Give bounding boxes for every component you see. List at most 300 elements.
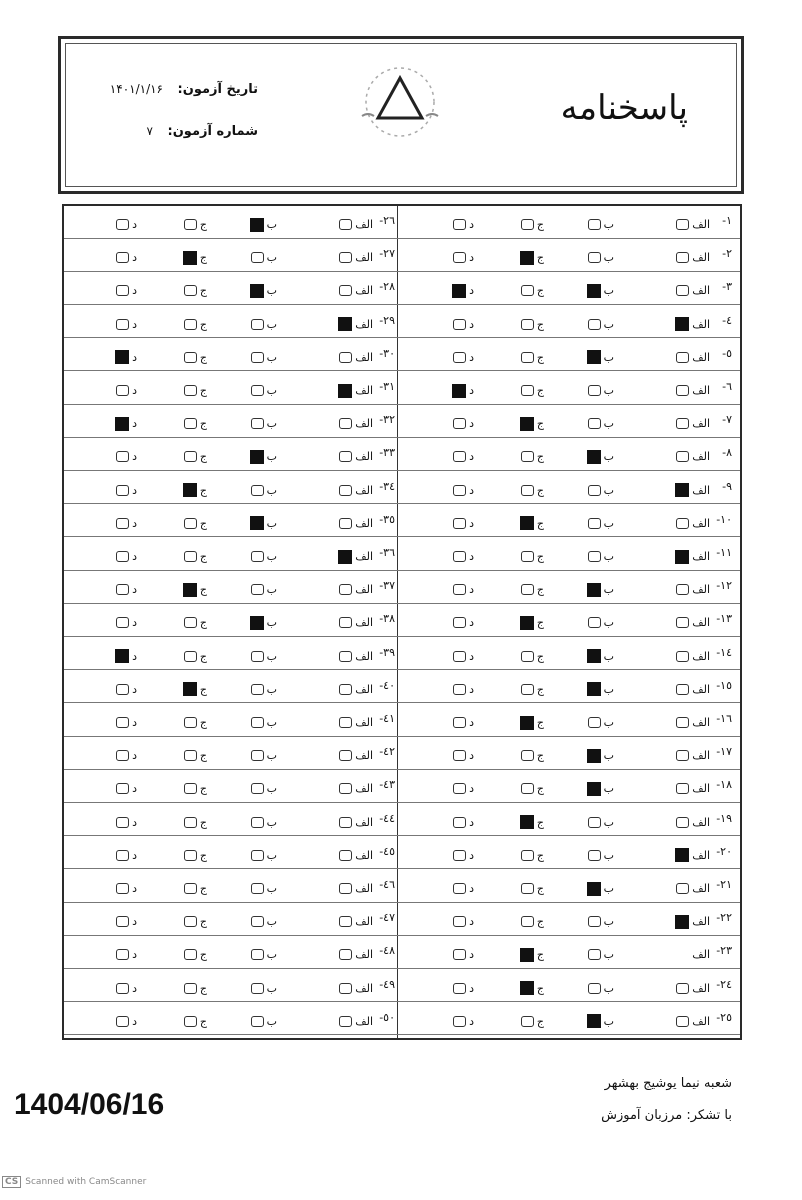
empty-answer-box[interactable] — [588, 219, 601, 230]
filled-answer-box[interactable] — [675, 848, 689, 862]
option-dal[interactable] — [453, 413, 474, 431]
filled-answer-box[interactable] — [250, 516, 264, 530]
option-be[interactable] — [587, 778, 614, 796]
option-jim[interactable] — [521, 778, 544, 796]
empty-answer-box[interactable] — [184, 518, 197, 529]
option-jim[interactable] — [521, 280, 544, 298]
option-be[interactable] — [251, 911, 277, 929]
option-alef[interactable] — [339, 612, 373, 630]
option-jim[interactable] — [183, 579, 207, 597]
empty-answer-box[interactable] — [116, 518, 129, 529]
empty-answer-box[interactable] — [251, 551, 264, 562]
option-dal[interactable] — [453, 347, 474, 364]
empty-answer-box[interactable] — [116, 285, 129, 296]
empty-answer-box[interactable] — [676, 285, 689, 296]
option-be[interactable] — [587, 679, 614, 696]
option-jim[interactable] — [521, 546, 544, 563]
empty-answer-box[interactable] — [676, 883, 689, 894]
option-be[interactable] — [587, 280, 614, 298]
option-dal[interactable] — [453, 579, 474, 597]
option-alef[interactable] — [676, 812, 710, 829]
option-alef[interactable] — [339, 812, 373, 829]
option-jim[interactable] — [183, 247, 207, 265]
empty-answer-box[interactable] — [116, 916, 129, 927]
empty-answer-box[interactable] — [184, 983, 197, 994]
option-jim[interactable] — [184, 546, 207, 563]
option-be[interactable] — [251, 978, 277, 995]
empty-answer-box[interactable] — [676, 352, 689, 363]
option-alef[interactable] — [676, 513, 710, 530]
option-alef[interactable] — [675, 480, 710, 497]
option-dal[interactable] — [116, 1011, 137, 1028]
empty-answer-box[interactable] — [184, 617, 197, 628]
empty-answer-box[interactable] — [251, 651, 264, 662]
filled-answer-box[interactable] — [183, 583, 197, 597]
empty-answer-box[interactable] — [676, 750, 689, 761]
filled-answer-box[interactable] — [587, 1014, 601, 1028]
filled-answer-box[interactable] — [587, 583, 601, 597]
filled-answer-box[interactable] — [338, 317, 352, 331]
option-dal[interactable] — [453, 546, 474, 563]
empty-answer-box[interactable] — [453, 352, 466, 363]
empty-answer-box[interactable] — [521, 219, 534, 230]
option-jim[interactable] — [184, 878, 207, 895]
empty-answer-box[interactable] — [116, 485, 129, 496]
empty-answer-box[interactable] — [521, 584, 534, 595]
empty-answer-box[interactable] — [453, 584, 466, 595]
empty-answer-box[interactable] — [339, 285, 352, 296]
empty-answer-box[interactable] — [588, 949, 601, 960]
option-dal[interactable] — [116, 679, 137, 696]
empty-answer-box[interactable] — [676, 717, 689, 728]
option-dal[interactable] — [453, 1011, 474, 1028]
empty-answer-box[interactable] — [676, 518, 689, 529]
option-be[interactable] — [588, 314, 614, 331]
option-be[interactable] — [250, 214, 277, 231]
filled-answer-box[interactable] — [115, 649, 129, 663]
option-be[interactable] — [588, 944, 614, 962]
empty-answer-box[interactable] — [116, 385, 129, 396]
empty-answer-box[interactable] — [251, 252, 264, 263]
option-be[interactable] — [587, 347, 614, 364]
empty-answer-box[interactable] — [521, 916, 534, 927]
option-be[interactable] — [250, 513, 277, 530]
option-be[interactable] — [251, 944, 277, 962]
empty-answer-box[interactable] — [251, 1016, 264, 1027]
option-dal[interactable] — [116, 812, 137, 829]
option-be[interactable] — [251, 347, 277, 364]
filled-answer-box[interactable] — [250, 450, 264, 464]
empty-answer-box[interactable] — [339, 518, 352, 529]
option-jim[interactable] — [184, 446, 207, 464]
filled-answer-box[interactable] — [338, 550, 352, 564]
empty-answer-box[interactable] — [453, 750, 466, 761]
option-jim[interactable] — [183, 679, 207, 696]
empty-answer-box[interactable] — [339, 651, 352, 662]
option-dal[interactable] — [453, 214, 474, 231]
option-jim[interactable] — [520, 612, 544, 630]
empty-answer-box[interactable] — [588, 418, 601, 429]
empty-answer-box[interactable] — [251, 717, 264, 728]
empty-answer-box[interactable] — [676, 684, 689, 695]
option-jim[interactable] — [521, 579, 544, 597]
option-jim[interactable] — [184, 612, 207, 630]
empty-answer-box[interactable] — [453, 717, 466, 728]
empty-answer-box[interactable] — [339, 817, 352, 828]
empty-answer-box[interactable] — [339, 783, 352, 794]
option-jim[interactable] — [521, 745, 544, 763]
option-alef[interactable] — [692, 944, 710, 962]
option-be[interactable] — [251, 579, 277, 597]
option-dal[interactable] — [116, 513, 137, 530]
option-be[interactable] — [587, 878, 614, 895]
empty-answer-box[interactable] — [251, 352, 264, 363]
option-alef[interactable] — [676, 1011, 710, 1028]
option-alef[interactable] — [339, 646, 373, 663]
empty-answer-box[interactable] — [676, 418, 689, 429]
empty-answer-box[interactable] — [116, 1016, 129, 1027]
option-dal[interactable] — [453, 646, 474, 663]
option-be[interactable] — [588, 845, 614, 862]
option-alef[interactable] — [676, 646, 710, 663]
option-alef[interactable] — [676, 280, 710, 298]
option-jim[interactable] — [183, 480, 207, 497]
option-dal[interactable] — [453, 513, 474, 530]
empty-answer-box[interactable] — [588, 850, 601, 861]
empty-answer-box[interactable] — [116, 883, 129, 894]
option-be[interactable] — [588, 612, 614, 630]
option-jim[interactable] — [521, 380, 544, 397]
option-dal[interactable] — [453, 446, 474, 464]
empty-answer-box[interactable] — [339, 750, 352, 761]
empty-answer-box[interactable] — [116, 750, 129, 761]
empty-answer-box[interactable] — [116, 319, 129, 330]
option-dal[interactable] — [116, 878, 137, 895]
option-dal[interactable] — [116, 546, 137, 563]
option-be[interactable] — [251, 314, 277, 331]
option-jim[interactable] — [184, 845, 207, 862]
option-dal[interactable] — [453, 978, 474, 995]
option-be[interactable] — [251, 247, 277, 265]
option-dal[interactable] — [116, 745, 137, 763]
empty-answer-box[interactable] — [116, 219, 129, 230]
filled-answer-box[interactable] — [587, 284, 601, 298]
option-be[interactable] — [587, 1011, 614, 1028]
empty-answer-box[interactable] — [521, 352, 534, 363]
filled-answer-box[interactable] — [675, 317, 689, 331]
empty-answer-box[interactable] — [676, 817, 689, 828]
empty-answer-box[interactable] — [184, 319, 197, 330]
option-be[interactable] — [588, 978, 614, 995]
option-dal[interactable] — [453, 944, 474, 962]
option-dal[interactable] — [453, 247, 474, 265]
empty-answer-box[interactable] — [521, 551, 534, 562]
empty-answer-box[interactable] — [521, 385, 534, 396]
option-be[interactable] — [251, 679, 277, 696]
empty-answer-box[interactable] — [588, 617, 601, 628]
option-be[interactable] — [588, 480, 614, 497]
option-jim[interactable] — [184, 314, 207, 331]
option-jim[interactable] — [184, 513, 207, 530]
option-jim[interactable] — [184, 778, 207, 796]
option-jim[interactable] — [521, 679, 544, 696]
empty-answer-box[interactable] — [521, 684, 534, 695]
option-jim[interactable] — [521, 646, 544, 663]
option-alef[interactable] — [339, 413, 373, 431]
filled-answer-box[interactable] — [675, 550, 689, 564]
option-alef[interactable] — [338, 380, 373, 397]
empty-answer-box[interactable] — [116, 850, 129, 861]
empty-answer-box[interactable] — [453, 949, 466, 960]
option-alef[interactable] — [676, 778, 710, 796]
filled-answer-box[interactable] — [250, 218, 264, 232]
option-jim[interactable] — [521, 911, 544, 929]
filled-answer-box[interactable] — [520, 516, 534, 530]
option-alef[interactable] — [339, 911, 373, 929]
filled-answer-box[interactable] — [115, 417, 129, 431]
empty-answer-box[interactable] — [676, 584, 689, 595]
option-dal[interactable] — [453, 612, 474, 630]
empty-answer-box[interactable] — [184, 949, 197, 960]
option-alef[interactable] — [339, 679, 373, 696]
option-dal[interactable] — [453, 480, 474, 497]
option-alef[interactable] — [676, 214, 710, 231]
option-jim[interactable] — [521, 845, 544, 862]
empty-answer-box[interactable] — [588, 319, 601, 330]
option-dal[interactable] — [453, 812, 474, 829]
empty-answer-box[interactable] — [339, 1016, 352, 1027]
option-jim[interactable] — [520, 712, 544, 729]
option-dal[interactable] — [453, 679, 474, 696]
option-jim[interactable] — [521, 480, 544, 497]
option-alef[interactable] — [339, 944, 373, 962]
option-alef[interactable] — [339, 280, 373, 298]
filled-answer-box[interactable] — [452, 384, 466, 398]
empty-answer-box[interactable] — [251, 385, 264, 396]
option-dal[interactable] — [453, 878, 474, 895]
empty-answer-box[interactable] — [251, 783, 264, 794]
option-alef[interactable] — [676, 347, 710, 364]
empty-answer-box[interactable] — [251, 983, 264, 994]
option-be[interactable] — [251, 845, 277, 862]
option-dal[interactable] — [115, 347, 137, 364]
empty-answer-box[interactable] — [339, 916, 352, 927]
empty-answer-box[interactable] — [339, 883, 352, 894]
empty-answer-box[interactable] — [588, 551, 601, 562]
filled-answer-box[interactable] — [520, 716, 534, 730]
empty-answer-box[interactable] — [521, 451, 534, 462]
empty-answer-box[interactable] — [588, 518, 601, 529]
empty-answer-box[interactable] — [676, 617, 689, 628]
empty-answer-box[interactable] — [521, 319, 534, 330]
empty-answer-box[interactable] — [339, 949, 352, 960]
option-be[interactable] — [251, 380, 277, 397]
empty-answer-box[interactable] — [251, 850, 264, 861]
empty-answer-box[interactable] — [184, 717, 197, 728]
empty-answer-box[interactable] — [453, 983, 466, 994]
empty-answer-box[interactable] — [251, 319, 264, 330]
empty-answer-box[interactable] — [251, 684, 264, 695]
option-dal[interactable] — [116, 380, 137, 397]
option-dal[interactable] — [453, 845, 474, 862]
empty-answer-box[interactable] — [453, 1016, 466, 1027]
option-alef[interactable] — [339, 347, 373, 364]
option-jim[interactable] — [184, 1011, 207, 1028]
option-alef[interactable] — [339, 845, 373, 862]
empty-answer-box[interactable] — [251, 584, 264, 595]
option-be[interactable] — [588, 214, 614, 231]
empty-answer-box[interactable] — [251, 750, 264, 761]
option-alef[interactable] — [676, 612, 710, 630]
empty-answer-box[interactable] — [116, 617, 129, 628]
empty-answer-box[interactable] — [676, 219, 689, 230]
empty-answer-box[interactable] — [339, 617, 352, 628]
option-be[interactable] — [251, 778, 277, 796]
option-alef[interactable] — [339, 778, 373, 796]
empty-answer-box[interactable] — [453, 551, 466, 562]
option-alef[interactable] — [339, 978, 373, 995]
empty-answer-box[interactable] — [453, 518, 466, 529]
option-dal[interactable] — [115, 413, 137, 431]
filled-answer-box[interactable] — [520, 815, 534, 829]
empty-answer-box[interactable] — [588, 485, 601, 496]
option-jim[interactable] — [184, 280, 207, 298]
option-be[interactable] — [251, 480, 277, 497]
empty-answer-box[interactable] — [339, 684, 352, 695]
empty-answer-box[interactable] — [116, 551, 129, 562]
empty-answer-box[interactable] — [339, 983, 352, 994]
option-dal[interactable] — [116, 280, 137, 298]
option-dal[interactable] — [116, 778, 137, 796]
option-jim[interactable] — [184, 347, 207, 364]
option-jim[interactable] — [520, 247, 544, 265]
option-jim[interactable] — [521, 314, 544, 331]
empty-answer-box[interactable] — [339, 850, 352, 861]
option-jim[interactable] — [184, 944, 207, 962]
option-alef[interactable] — [675, 314, 710, 331]
option-dal[interactable] — [452, 380, 474, 397]
option-jim[interactable] — [184, 380, 207, 397]
empty-answer-box[interactable] — [453, 783, 466, 794]
empty-answer-box[interactable] — [521, 651, 534, 662]
option-dal[interactable] — [453, 314, 474, 331]
filled-answer-box[interactable] — [115, 350, 129, 364]
option-be[interactable] — [588, 911, 614, 929]
option-be[interactable] — [251, 878, 277, 895]
empty-answer-box[interactable] — [453, 319, 466, 330]
option-dal[interactable] — [116, 314, 137, 331]
option-alef[interactable] — [676, 413, 710, 431]
empty-answer-box[interactable] — [453, 684, 466, 695]
option-alef[interactable] — [339, 214, 373, 231]
empty-answer-box[interactable] — [184, 750, 197, 761]
empty-answer-box[interactable] — [251, 916, 264, 927]
option-dal[interactable] — [116, 712, 137, 729]
empty-answer-box[interactable] — [116, 817, 129, 828]
option-be[interactable] — [588, 546, 614, 563]
empty-answer-box[interactable] — [184, 385, 197, 396]
option-be[interactable] — [250, 612, 277, 630]
empty-answer-box[interactable] — [453, 252, 466, 263]
empty-answer-box[interactable] — [453, 916, 466, 927]
option-be[interactable] — [588, 380, 614, 397]
filled-answer-box[interactable] — [183, 483, 197, 497]
empty-answer-box[interactable] — [339, 252, 352, 263]
option-alef[interactable] — [339, 1011, 373, 1028]
empty-answer-box[interactable] — [339, 717, 352, 728]
option-jim[interactable] — [520, 513, 544, 530]
option-alef[interactable] — [338, 314, 373, 331]
empty-answer-box[interactable] — [453, 451, 466, 462]
option-alef[interactable] — [675, 911, 710, 929]
empty-answer-box[interactable] — [339, 584, 352, 595]
filled-answer-box[interactable] — [675, 483, 689, 497]
option-jim[interactable] — [521, 214, 544, 231]
option-alef[interactable] — [676, 380, 710, 397]
option-alef[interactable] — [339, 712, 373, 729]
option-jim[interactable] — [520, 413, 544, 431]
filled-answer-box[interactable] — [183, 682, 197, 696]
empty-answer-box[interactable] — [251, 485, 264, 496]
option-alef[interactable] — [339, 446, 373, 464]
filled-answer-box[interactable] — [587, 350, 601, 364]
empty-answer-box[interactable] — [251, 949, 264, 960]
empty-answer-box[interactable] — [116, 783, 129, 794]
option-jim[interactable] — [521, 446, 544, 464]
option-jim[interactable] — [184, 646, 207, 663]
filled-answer-box[interactable] — [452, 284, 466, 298]
option-alef[interactable] — [675, 546, 710, 563]
empty-answer-box[interactable] — [588, 983, 601, 994]
filled-answer-box[interactable] — [520, 417, 534, 431]
option-alef[interactable] — [339, 579, 373, 597]
option-be[interactable] — [588, 812, 614, 829]
empty-answer-box[interactable] — [116, 983, 129, 994]
option-be[interactable] — [587, 579, 614, 597]
option-alef[interactable] — [339, 745, 373, 763]
option-dal[interactable] — [116, 446, 137, 464]
filled-answer-box[interactable] — [587, 749, 601, 763]
option-be[interactable] — [588, 712, 614, 729]
option-dal[interactable] — [116, 214, 137, 231]
empty-answer-box[interactable] — [184, 219, 197, 230]
option-alef[interactable] — [339, 247, 373, 265]
option-dal[interactable] — [116, 480, 137, 497]
option-jim[interactable] — [184, 214, 207, 231]
empty-answer-box[interactable] — [251, 883, 264, 894]
option-be[interactable] — [251, 812, 277, 829]
option-dal[interactable] — [115, 646, 137, 663]
option-alef[interactable] — [339, 480, 373, 497]
empty-answer-box[interactable] — [521, 883, 534, 894]
empty-answer-box[interactable] — [521, 850, 534, 861]
empty-answer-box[interactable] — [676, 783, 689, 794]
option-alef[interactable] — [676, 745, 710, 763]
option-alef[interactable] — [676, 978, 710, 995]
empty-answer-box[interactable] — [116, 949, 129, 960]
option-alef[interactable] — [338, 546, 373, 563]
option-alef[interactable] — [339, 878, 373, 895]
option-be[interactable] — [250, 446, 277, 464]
option-alef[interactable] — [676, 247, 710, 265]
option-dal[interactable] — [453, 745, 474, 763]
empty-answer-box[interactable] — [453, 617, 466, 628]
option-alef[interactable] — [676, 579, 710, 597]
option-jim[interactable] — [521, 347, 544, 364]
filled-answer-box[interactable] — [587, 450, 601, 464]
option-alef[interactable] — [676, 679, 710, 696]
empty-answer-box[interactable] — [588, 916, 601, 927]
